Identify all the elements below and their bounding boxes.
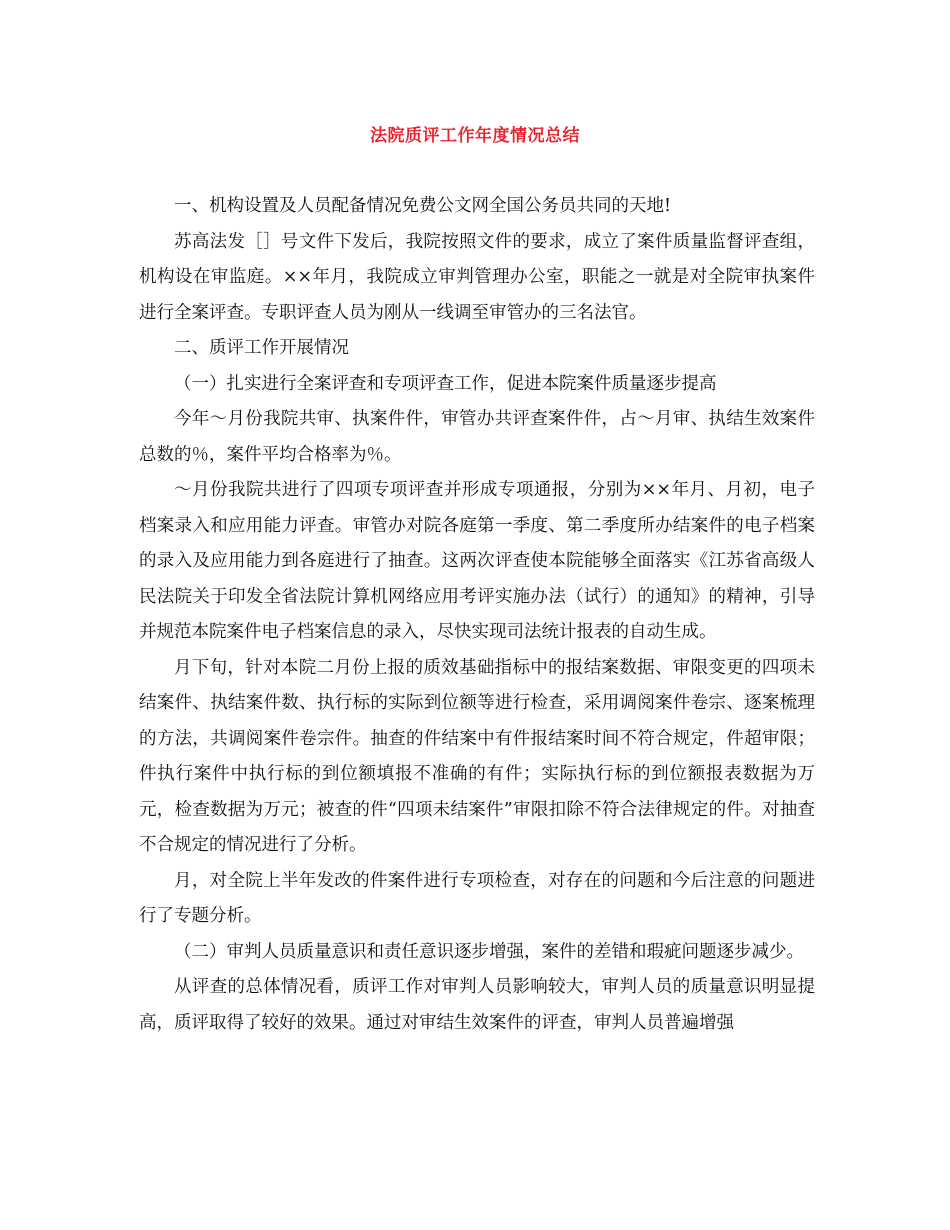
paragraph-section-1-heading: 一、机构设置及人员配备情况免费公文网全国公务员共同的天地! <box>174 196 672 216</box>
document-title: 法院质评工作年度情况总结 <box>370 126 580 146</box>
paragraph-subsection-heading: （一）扎实进行全案评查和专项评查工作，促进本院案件质量逐步提高 <box>174 373 717 394</box>
paragraph: 月，对全院上半年发改的件案件进行专项检查，对存在的问题和今后注意的问题进行了专题分析。 <box>139 870 815 926</box>
paragraph: 今年～月份我院共审、执案件件，审管办共评查案件件，占～月审、执结生效案件总数的％，案件平均合格率为％。 <box>139 409 815 465</box>
document-body <box>139 189 815 1041</box>
paragraph: 苏高法发［］号文件下发后，我院按照文件的要求，成立了案件质量监督评查组，机构设在审监庭。××年月，我院成立审判管理办公室，职能之一就是对全院审执案件进行全案评查。专职评查人员为刚从一线调至审管办的三名法官。 <box>139 231 815 323</box>
paragraph-subsection-heading: （二）审判人员质量意识和责任意识逐步增强，案件的差错和瑕疵问题逐步减少。 <box>174 941 804 962</box>
paragraph: 从评查的总体情况看，质评工作对审判人员影响较大，审判人员的质量意识明显提高，质评取得了较好的效果。通过对审结生效案件的评查，审判人员普遍增强 <box>139 977 815 1033</box>
paragraph-section-2-heading: 二、质评工作开展情况 <box>174 338 349 358</box>
paragraph: 月下旬，针对本院二月份上报的质效基础指标中的报结案数据、审限变更的四项未结案件、执结案件数、执行标的实际到位额等进行检查，采用调阅案件卷宗、逐案梳理的方法，共调阅案件卷宗件。抽查的件结案中有件报结案时间不符合规定，件超审限；件执行案件中执行标的到位额填报不准确的有件；实际执行标的到位额报表数据为万元，检查数据为万元；被查的件“四项未结案件”审限扣除不符合法律规定的件。对抽查不合规定的情况进行了分析。 <box>139 657 815 855</box>
paragraph: ～月份我院共进行了四项专项评查并形成专项通报，分别为××年月、月初，电子档案录入和应用能力评查。审管办对院各庭第一季度、第二季度所办结案件的电子档案的录入及应用能力到各庭进行了抽查。这两次评查使本院能够全面落实《江苏省高级人民法院关于印发全省法院计算机网络应用考评实施办法（试行）的通知》的精神，引导并规范本院案件电子档案信息的录入，尽快实现司法统计报表的自动生成。 <box>139 480 815 642</box>
